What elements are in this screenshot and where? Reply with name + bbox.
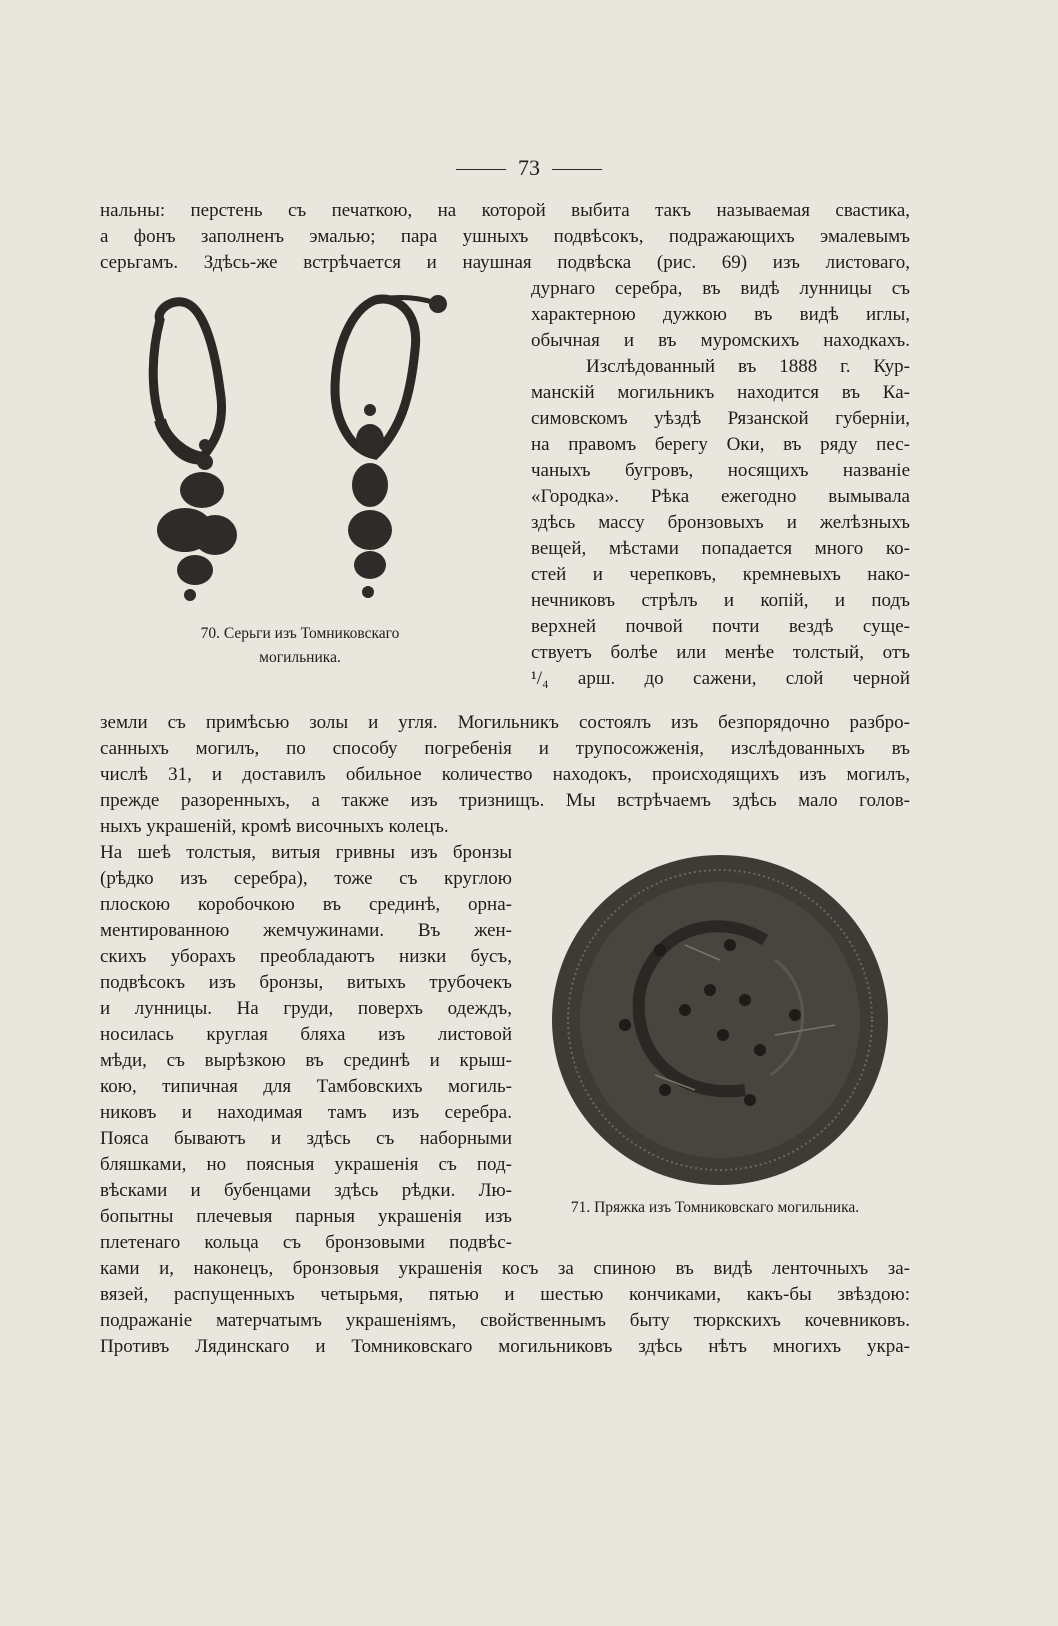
- text-line-right-10: здѣсь массу бронзовыхъ и желѣзныхъ: [531, 512, 910, 533]
- figure-71-buckle-illustration: [545, 850, 895, 1190]
- left-rule: [456, 169, 506, 170]
- text-line-right-9: «Городка». Рѣка ежегодно вымывала: [531, 486, 910, 507]
- text-line-left-3: плоскою коробочкою въ срединѣ, орна-: [100, 894, 512, 915]
- text-line-right-3: обычная и въ муромскихъ находкахъ.: [531, 330, 910, 351]
- text-line-right-2: характерною дужкою въ видѣ иглы,: [531, 304, 910, 325]
- text-line-left-15: бопытны плечевыя парныя украшенія изъ: [100, 1206, 512, 1227]
- text-line-left-13: бляшками, но поясныя украшенія съ под-: [100, 1154, 512, 1175]
- text-line-right-15: ствуетъ болѣе или менѣе толстый, отъ: [531, 642, 910, 663]
- text-line-right-4: Изслѣдованный въ 1888 г. Кур-: [586, 356, 910, 377]
- figure-70-caption-line-1: 70. Серьги изъ Томниковскаго: [200, 625, 400, 642]
- text-line-left-10: кою, типичная для Тамбовскихъ могиль-: [100, 1076, 512, 1097]
- text-line-left-8: носилась круглая бляха изъ листовой: [100, 1024, 512, 1045]
- text-line-top-3: серьгамъ. Здѣсь-же встрѣчается и наушная подвѣска (рис. 69) изъ листоваго,: [100, 252, 910, 273]
- text-line-left-11: никовъ и находимая тамъ изъ серебра.: [100, 1102, 512, 1123]
- text-line-left-5: скихъ уборахъ преобладаютъ низки бусъ,: [100, 946, 512, 967]
- earring-left: [153, 302, 221, 460]
- earring-right: [335, 298, 440, 455]
- right-rule: [552, 169, 602, 170]
- text-line-bottom-3: подражаніе матерчатымъ украшеніямъ, свойственнымъ быту тюркскихъ кочевниковъ.: [100, 1310, 910, 1331]
- text-line-right-14: верхней почвой почти вездѣ суще-: [531, 616, 910, 637]
- earring-right-beads: [348, 295, 447, 598]
- text-line-left-16: плетенаго кольца съ бронзовыми подвѣс-: [100, 1232, 512, 1253]
- text-line-right-1: дурнаго серебра, въ видѣ лунницы съ: [531, 278, 910, 299]
- text-line-mid-5: ныхъ украшеній, кромѣ височныхъ колецъ.: [100, 816, 449, 837]
- text-line-top-2: а фонъ заполненъ эмалью; пара ушныхъ подвѣсокъ, подражающихъ эмалевымъ: [100, 226, 910, 247]
- text-line-top-1: нальны: перстень съ печаткою, на которой выбита такъ называемая свастика,: [100, 200, 910, 221]
- text-line-mid-3: числѣ 31, и доставилъ обильное количество находокъ, происходящихъ изъ могилъ,: [100, 764, 910, 785]
- text-line-right-6: симовскомъ уѣздѣ Рязанской губерніи,: [531, 408, 910, 429]
- text-line-left-6: подвѣсокъ изъ бронзы, витыхъ трубочекъ: [100, 972, 512, 993]
- text-line-right-8: чаныхъ бугровъ, носящихъ названіе: [531, 460, 910, 481]
- figure-70-caption-line-2: могильника.: [259, 649, 341, 666]
- text-line-bottom-4: Противъ Лядинскаго и Томниковскаго могильниковъ здѣсь нѣтъ многихъ укра-: [100, 1336, 910, 1357]
- text-line-bottom-2: вязей, распущенныхъ четырьмя, пятью и шестью кончиками, какъ-бы звѣздою:: [100, 1284, 910, 1305]
- page-number-text: 73: [518, 155, 540, 180]
- text-line-left-1: На шеѣ толстыя, витыя гривны изъ бронзы: [100, 842, 512, 863]
- text-line-right-5: манскій могильникъ находится въ Ка-: [531, 382, 910, 403]
- text-line-right-7: на правомъ берегу Оки, въ ряду пес-: [531, 434, 910, 455]
- text-line-left-12: Пояса бываютъ и здѣсь съ наборными: [100, 1128, 512, 1149]
- text-line-mid-2: санныхъ могилъ, по способу погребенія и трупосожженія, изслѣдованныхъ въ: [100, 738, 910, 759]
- figure-71-caption: 71. Пряжка изъ Томниковскаго могильника.: [570, 1199, 860, 1216]
- text-line-left-7: и лунницы. На груди, поверхъ одеждъ,: [100, 998, 512, 1019]
- text-line-mid-4: прежде разоренныхъ, а также изъ тризнищъ. Мы встрѣчаемъ здѣсь мало голов-: [100, 790, 910, 811]
- page-number: [0, 155, 1058, 181]
- text-line-mid-1: земли съ примѣсью золы и угля. Могильникъ состоялъ изъ безпорядочно разбро-: [100, 712, 910, 733]
- text-line-left-9: мѣди, съ вырѣзкою въ срединѣ и крыш-: [100, 1050, 512, 1071]
- text-line-left-2: (рѣдко изъ серебра), тоже съ круглою: [100, 868, 512, 889]
- figure-70-earrings-illustration: [130, 290, 470, 620]
- text-line-left-14: вѣсками и бубенцами здѣсь рѣдки. Лю-: [100, 1180, 512, 1201]
- text-line-right-13: нечниковъ стрѣлъ и копій, и подъ: [531, 590, 910, 611]
- text-line-right-12: стей и черепковъ, кремневыхъ нако-: [531, 564, 910, 585]
- text-line-left-4: ментированною жемчужинами. Въ жен-: [100, 920, 512, 941]
- text-line-right-16: ¹/₄ арш. до сажени, слой черной: [531, 668, 910, 689]
- text-line-bottom-1: ками и, наконецъ, бронзовыя украшенія косъ за спиною въ видѣ ленточныхъ за-: [100, 1258, 910, 1279]
- text-line-right-11: вещей, мѣстами попадается много ко-: [531, 538, 910, 559]
